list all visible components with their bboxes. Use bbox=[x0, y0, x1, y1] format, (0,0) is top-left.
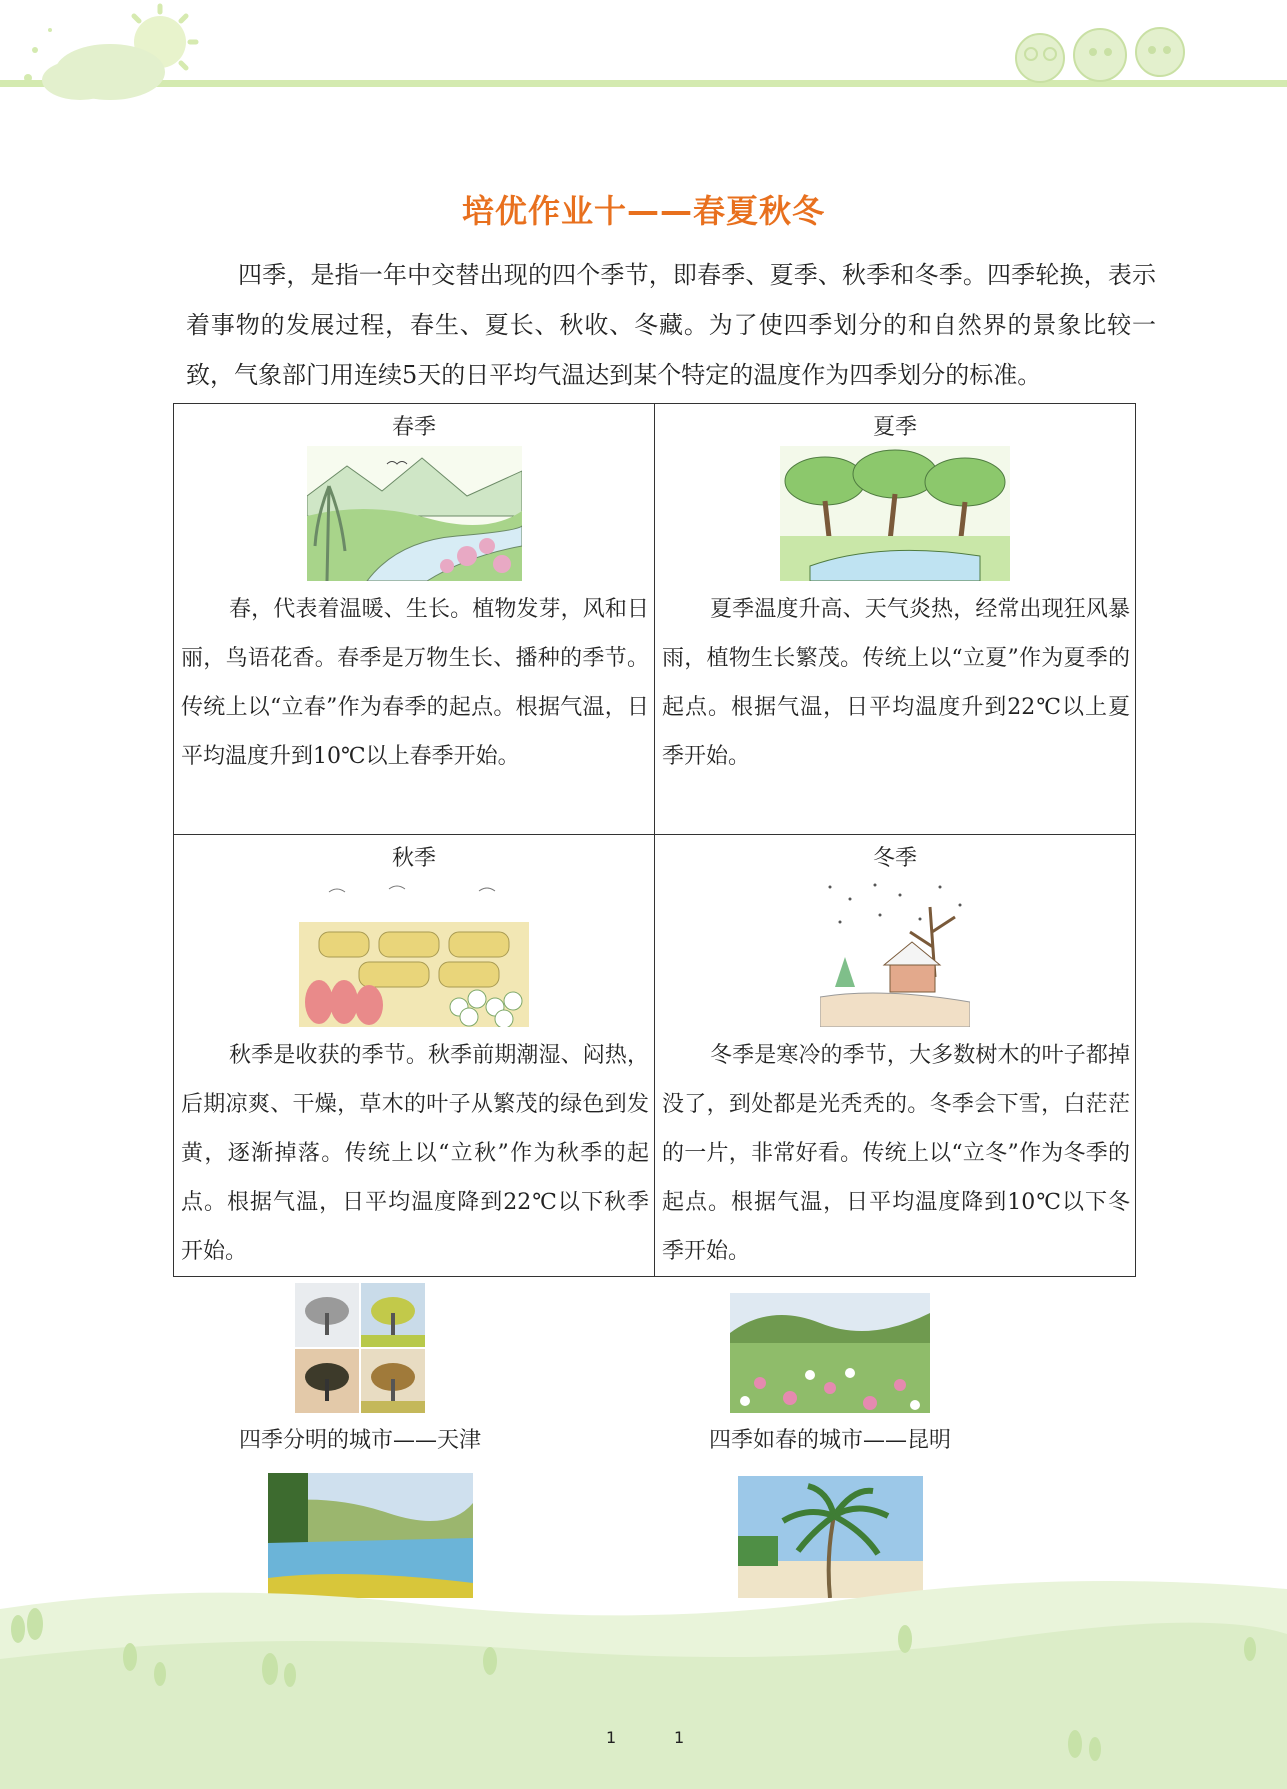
spring-illustration bbox=[307, 446, 522, 581]
winter-heading: 冬季 bbox=[872, 846, 917, 871]
page-title: 培优作业十——春夏秋冬 bbox=[461, 192, 825, 230]
intro-paragraph: 四季，是指一年中交替出现的四个季节，即春季、夏季、秋季和冬季。四季轮换，表示着事物的发展过程，春生、夏长、秋收、冬藏。为了使四季划分的和自然界的景象比较一致，气象部门用连续5天的日平均气温达到某个特定的温度作为四季划分的标准。 bbox=[186, 261, 1156, 389]
summer-heading: 夏季 bbox=[872, 415, 917, 440]
animal-friends-icon bbox=[1016, 28, 1184, 82]
city-kunming bbox=[680, 1293, 980, 1454]
header-decoration bbox=[0, 0, 1287, 120]
page-number-right: 1 bbox=[674, 1728, 685, 1747]
spring-text: 春，代表着温暖、生长。植物发芽，风和日丽，鸟语花香。春季是万物生长、播种的季节。传统上以“立春”作为春季的起点。根据气温，日平均温度升到10℃以上春季开始。 bbox=[181, 597, 649, 769]
city-tianjin-caption: 四季分明的城市——天津 bbox=[238, 1428, 481, 1453]
city-tianjin bbox=[210, 1283, 510, 1454]
summer-illustration bbox=[780, 446, 1010, 581]
winter-text: 冬季是寒冷的季节，大多数树木的叶子都掉没了，到处都是光秃秃的。冬季会下雪，白茫茫的一片，非常好看。传统上以“立冬”作为冬季的起点。根据气温，日平均温度降到10℃以下冬季开始。 bbox=[662, 1043, 1130, 1264]
summer-text: 夏季温度升高、天气炎热，经常出现狂风暴雨，植物生长繁茂。传统上以“立夏”作为夏季的起点。根据气温，日平均温度升到22℃以上夏季开始。 bbox=[662, 597, 1130, 769]
autumn-cell bbox=[174, 835, 655, 1277]
spring-cell bbox=[174, 404, 655, 835]
winter-illustration bbox=[820, 877, 970, 1027]
autumn-illustration bbox=[299, 877, 529, 1027]
winter-cell bbox=[655, 835, 1136, 1277]
autumn-heading: 秋季 bbox=[391, 846, 436, 871]
season-table bbox=[173, 403, 1136, 1277]
spring-heading: 春季 bbox=[391, 415, 436, 440]
city-kunming-caption: 四季如春的城市——昆明 bbox=[708, 1428, 951, 1453]
tianjin-photo bbox=[295, 1283, 425, 1413]
summer-cell bbox=[655, 404, 1136, 835]
footer-decoration bbox=[0, 1489, 1287, 1789]
autumn-text: 秋季是收获的季节。秋季前期潮湿、闷热，后期凉爽、干燥，草木的叶子从繁茂的绿色到发黄，逐渐掉落。传统上以“立秋”作为秋季的起点。根据气温，日平均温度降到22℃以下秋季开始。 bbox=[181, 1043, 649, 1264]
page-number-left: 1 bbox=[606, 1728, 617, 1747]
kunming-photo bbox=[730, 1293, 930, 1413]
